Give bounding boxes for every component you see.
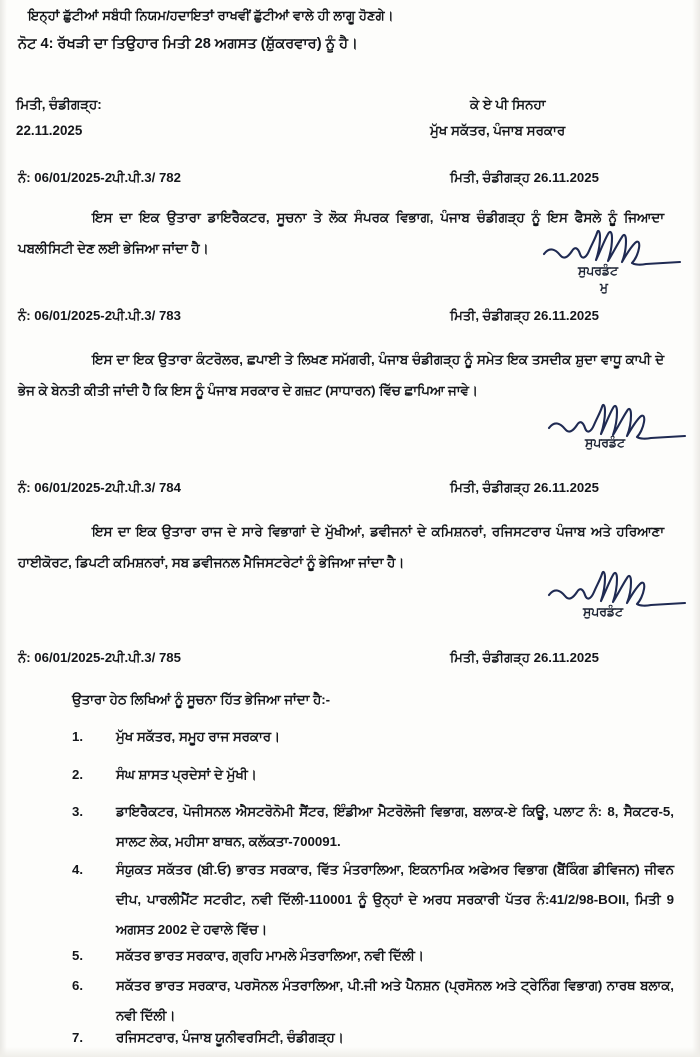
scan-edge-left	[0, 0, 7, 1057]
endorsement-783-head	[0, 308, 700, 330]
distribution-list-intro: ਉਤਾਰਾ ਹੇਠ ਲਿਖਿਆਂ ਨੂੰ ਸੂਚਨਾ ਹਿੱਤ ਭੇਜਿਆ ਜਾਂਦਾ ਹੈ:-	[72, 692, 331, 707]
signatory-place-label: ਮਿਤੀ, ਚੰਡੀਗੜ੍ਹ:	[16, 97, 102, 112]
signature-initial-782: ਮੁ	[600, 280, 608, 294]
list-item	[72, 971, 674, 1031]
list-item-text: ਸਕੱਤਰ ਭਾਰਤ ਸਰਕਾਰ, ਗ੍ਰਹਿ ਮਾਮਲੇ ਮੰਤਰਾਲਿਆ, ਨਵੀ ਦਿੱਲੀ।	[116, 948, 424, 963]
endorsement-785-date: ਮਿਤੀ, ਚੰਡੀਗੜ੍ਹ 26.11.2025	[450, 650, 599, 665]
signatory-place-date	[16, 92, 102, 144]
endorsement-783-date: ਮਿਤੀ, ਚੰਡੀਗੜ੍ਹ 26.11.2025	[450, 308, 599, 323]
endorsement-785-reference: ਨੰ: 06/01/2025-2ਪੀ.ਪੀ.3/ 785	[18, 650, 181, 665]
endorsement-785-head	[0, 650, 700, 672]
endorsement-782-date: ਮਿਤੀ, ਚੰਡੀਗੜ੍ਹ 26.11.2025	[450, 170, 599, 185]
endorsement-784-date: ਮਿਤੀ, ਚੰਡੀਗੜ੍ਹ 26.11.2025	[450, 480, 599, 495]
list-item-text: ਸੰਘ ਸ਼ਾਸਤ ਪ੍ਰਦੇਸਾਂ ਦੇ ਮੁੱਖੀ।	[116, 767, 257, 782]
list-item	[72, 797, 674, 857]
list-item-number: 2.	[72, 767, 83, 782]
endorsement-782	[0, 170, 700, 256]
list-item-number: 7.	[72, 1030, 83, 1045]
list-item	[72, 941, 666, 971]
list-item-number: 1.	[72, 729, 83, 744]
endorsement-784	[0, 480, 700, 570]
signatory-date: 22.11.2025	[16, 123, 83, 138]
list-item-text: ਸਕੱਤਰ ਭਾਰਤ ਸਰਕਾਰ, ਪਰਸੋਨਲ ਮੰਤਰਾਲਿਆ, ਪੀ.ਜੀ ਅਤੇ ਪੈਨਸ਼ਨ (ਪ੍ਰਸੋਨਲ ਅਤੇ ਟ੍ਰੇਨਿੰਗ ਵਿਭਾਗ) ਨਾਰਥ ਬਲਾਕ, ਨਵੀ ਦਿੱਲੀ।	[116, 978, 674, 1023]
list-item-number: 6.	[72, 978, 83, 993]
endorsement-782-reference: ਨੰ: 06/01/2025-2ਪੀ.ਪੀ.3/ 782	[18, 170, 181, 185]
list-item-text: ਮੁੱਖ ਸਕੱਤਰ, ਸਮੂਹ ਰਾਜ ਸਰਕਾਰ।	[116, 729, 281, 744]
scan-edge-right	[692, 0, 700, 1057]
signatory-name: ਕੇ ਏ ਪੀ ਸਿਨਹਾ	[470, 97, 546, 112]
endorsement-782-head	[0, 170, 700, 192]
endorsement-783-body: ਇਸ ਦਾ ਇਕ ਉਤਾਰਾ ਕੰਟਰੋਲਰ, ਛਪਾਈ ਤੇ ਲਿਖਣ ਸਮੱਗਰੀ, ਪੰਜਾਬ ਚੰਡੀਗੜ੍ਹ ਨੂੰ ਸਮੇਤ ਇਕ ਤਸਦੀਕ ਸ਼ੁਦਾ ਵਾਧੂ ਕਾਪੀ ਦੇ ਭੇਜ ਕੇ ਬੇਨਤੀ ਕੀਤੀ ਜਾਂਦੀ ਹੈ ਕਿ ਇਸ ਨੂੰ ਪੰਜਾਬ ਸਰਕਾਰ ਦੇ ਗਜ਼ਟ (ਸਾਧਾਰਨ) ਵਿੱਚ ਛਾਪਿਆ ਜਾਵੇ।	[18, 352, 664, 398]
signatory-name-block	[430, 92, 565, 144]
list-item	[72, 722, 666, 752]
signature-designation-783: ਸੁਪਰਡੰਟ	[585, 436, 625, 450]
list-item-number: 4.	[72, 862, 83, 877]
note-3-continuation-line: ਇਨ੍ਹਾਂ ਛੁੱਟੀਆਂ ਸਬੰਧੀ ਨਿਯਮ/ਹਦਾਇਤਾਂ ਰਾਖਵੀਂ ਛੁੱਟੀਆਂ ਵਾਲੇ ਹੀ ਲਾਗੂ ਹੋਣਗੇ।	[28, 8, 394, 23]
endorsement-783	[0, 308, 700, 398]
endorsement-783-reference: ਨੰ: 06/01/2025-2ਪੀ.ਪੀ.3/ 783	[18, 308, 181, 323]
signature-designation-784: ਸੁਪਰਡੰਟ	[583, 605, 623, 619]
signatory-designation: ਮੁੱਖ ਸਕੱਤਰ, ਪੰਜਾਬ ਸਰਕਾਰ	[430, 123, 566, 138]
list-item-text: ਰਜਿਸਟਰਾਰ, ਪੰਜਾਬ ਯੂਨੀਵਰਸਿਟੀ, ਚੰਡੀਗੜ੍ਹ।	[116, 1030, 344, 1045]
endorsement-782-body: ਇਸ ਦਾ ਇਕ ਉਤਾਰਾ ਡਾਇਰੈਕਟਰ, ਸੂਚਨਾ ਤੇ ਲੋਕ ਸੰਪਰਕ ਵਿਭਾਗ, ਪੰਜਾਬ ਚੰਡੀਗੜ੍ਹ ਨੂੰ ਇਸ ਫੈਸਲੇ ਨੂੰ ਜਿਆਦਾ ਪਬਲੀਸਿਟੀ ਦੇਣ ਲਈ ਭੇਜਿਆ ਜਾਂਦਾ ਹੈ।	[18, 210, 664, 256]
endorsement-784-body: ਇਸ ਦਾ ਇਕ ਉਤਾਰਾ ਰਾਜ ਦੇ ਸਾਰੇ ਵਿਭਾਗਾਂ ਦੇ ਮੁੱਖੀਆਂ, ਡਵੀਜਨਾਂ ਦੇ ਕਮਿਸ਼ਨਰਾਂ, ਰਜਿਸਟਰਾਰ ਪੰਜਾਬ ਅਤੇ ਹਰਿਆਣਾ ਹਾਈਕੋਰਟ, ਡਿਪਟੀ ਕਮਿਸ਼ਨਰਾਂ, ਸਬ ਡਵੀਜਨਲ ਮੈਜਿਸਟਰੇਟਾਂ ਨੂੰ ਭੇਜਿਆ ਜਾਂਦਾ ਹੈ।	[18, 524, 664, 570]
list-item	[72, 855, 674, 945]
list-item-text: ਸੰਯੁਕਤ ਸਕੱਤਰ (ਬੀ.ਓ) ਭਾਰਤ ਸਰਕਾਰ, ਵਿੱਤ ਮੰਤਰਾਲਿਆ, ਇਕਨਾਮਿਕ ਅਫੇਅਰ ਵਿਭਾਗ (ਬੈਂਕਿੰਗ ਡੀਵਿਜਨ) ਜੀਵਨ ਦੀਪ, ਪਾਰਲੀਮੈਂਟ ਸਟਰੀਟ, ਨਵੀ ਦਿੱਲੀ-110001 ਨੂੰ ਉਨ੍ਹਾਂ ਦੇ ਅਰਧ ਸਰਕਾਰੀ ਪੱਤਰ ਨੰ:41/2/98-BOII, ਮਿਤੀ 9 ਅਗਸਤ 2002 ਦੇ ਹਵਾਲੇ ਵਿੱਚ।	[116, 862, 674, 937]
list-item-text: ਡਾਇਰੈਕਟਰ, ਪੋਜੀਸਨਲ ਐਸਟਰੋਨੋਮੀ ਸੈਂਟਰ, ਇੰਡੀਆ ਮੈਟਰੋਲੋਜੀ ਵਿਭਾਗ, ਬਲਾਕ-ਏ ਕਿਊ, ਪਲਾਟ ਨੰ: 8, ਸੈਕਟਰ-5, ਸਾਲਟ ਲੇਕ, ਮਹੀਸਾ ਬਾਥਨ, ਕਲੱਕਤਾ-700091.	[116, 804, 674, 849]
signature-designation-782: ਸੁਪਰਡੰਟ	[578, 264, 618, 278]
note-4-line: ਨੋਟ 4: ਰੱਖੜੀ ਦਾ ਤਿਉਹਾਰ ਮਿਤੀ 28 ਅਗਸਤ (ਸ਼ੁੱਕਰਵਾਰ) ਨੂੰ ਹੈ।	[18, 36, 358, 52]
endorsement-784-head	[0, 480, 700, 502]
endorsement-784-reference: ਨੰ: 06/01/2025-2ਪੀ.ਪੀ.3/ 784	[18, 480, 181, 495]
list-item	[72, 760, 666, 790]
list-item	[72, 1023, 666, 1053]
list-item-number: 3.	[72, 804, 83, 819]
list-item-number: 5.	[72, 948, 83, 963]
endorsement-785	[0, 650, 700, 672]
